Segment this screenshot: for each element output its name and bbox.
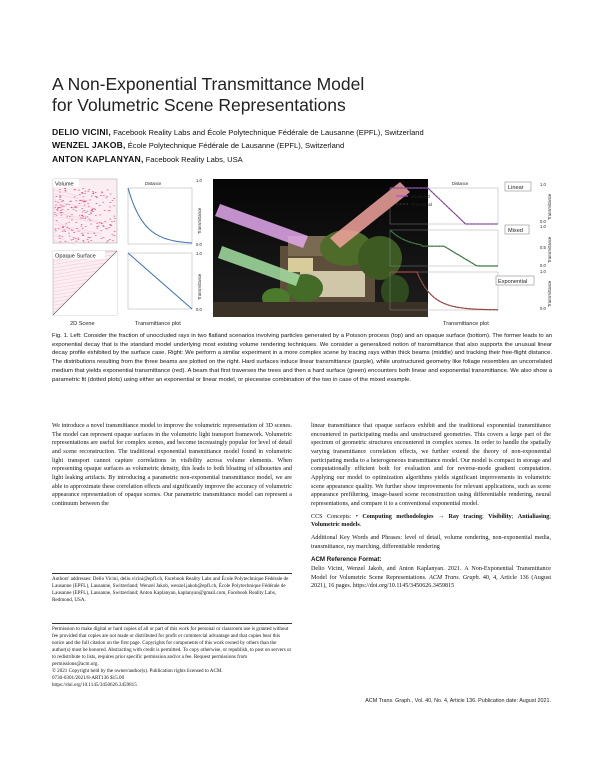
particle — [95, 215, 97, 216]
ccs-separator: ; — [482, 513, 489, 520]
particle — [105, 228, 107, 229]
transmittance-axis-label: Transmittance — [547, 236, 552, 263]
particle — [89, 214, 91, 215]
particle — [83, 242, 85, 243]
particle — [73, 237, 75, 238]
particle — [80, 200, 82, 201]
particle — [87, 203, 89, 204]
particle — [78, 239, 80, 240]
author-affiliation: Facebook Reality Labs, USA — [143, 154, 243, 164]
exp-curve — [128, 188, 192, 243]
particle — [92, 191, 94, 192]
transmittance-axis-label: Transmittance — [197, 207, 202, 234]
particle — [64, 188, 66, 189]
particle — [73, 209, 75, 210]
particle — [55, 231, 57, 232]
particle — [92, 193, 94, 194]
particle — [90, 213, 92, 214]
author-affiliation: Facebook Reality Labs and École Polytechnique Fédérale de Lausanne (EPFL), Switzerland — [110, 128, 424, 137]
particle — [65, 241, 67, 242]
tick-0: 0.0 — [196, 242, 202, 247]
particle — [83, 216, 85, 217]
tick-1: 1.0 — [540, 224, 546, 229]
particle — [75, 211, 77, 212]
particle — [109, 224, 111, 225]
transmittance-plot-label: Transmittance plot — [135, 321, 181, 327]
ccs-separator: ; — [511, 513, 518, 520]
acm-reference-journal: ACM Trans. Graph. — [429, 574, 481, 581]
particle — [104, 210, 106, 211]
particle — [74, 197, 76, 198]
title-line-2: for Volumetric Scene Representations — [52, 95, 346, 115]
particle — [103, 237, 105, 238]
particle — [93, 193, 95, 194]
particle — [54, 207, 56, 208]
particle — [55, 205, 57, 206]
particle — [110, 225, 112, 226]
particle — [75, 206, 77, 207]
particle — [99, 223, 101, 224]
particle — [54, 214, 56, 215]
particle — [57, 208, 59, 209]
particle — [102, 225, 104, 226]
particle — [102, 202, 104, 203]
particle — [88, 237, 90, 238]
caption-text: Left: Consider the fraction of unoccluded rays in two flatland scenarios involving particles generated by a Poisson process (top) and an opaque surface (bottom). The former leads to an exponential decay that is the standard model underlying most existing volume rendering techniques. We consider a generalized notion of transmittance that also supports the unusual linear decay profile exhibited by the surface case. Right: We perform a similar experiment in a more complex scene by tracing rays within thick beams (middle) and tracking their free-flight distance. The distributions resulting from the three beams are plotted on the right. Hard surfaces induce linear transmittance (purple), while unstructured geometry like foliage resembles an uncorrelated medium that yields exponential transmittance (red). A beam that first traverses the trees and then a hard surface (green) encounters both linear and exponential transmittance. We also show a parametric fit (dotted plots) using either an exponential or linear model, or piecewise combination of the two in case of the mixed example. — [52, 333, 552, 383]
teaser-figure — [50, 176, 556, 328]
distance-axis-label: Distance — [452, 181, 469, 186]
particle — [85, 193, 87, 194]
caption-label: Fig. 1. — [52, 333, 69, 339]
particle — [74, 207, 76, 208]
particle — [61, 206, 63, 207]
particle — [76, 241, 78, 242]
transmittance-axis-label: Transmittance — [547, 280, 552, 307]
particle — [56, 215, 58, 216]
particle — [79, 216, 81, 217]
volume-scene — [53, 179, 117, 246]
exponential-label: Exponential — [498, 279, 528, 285]
ccs-concept: Antialiasing — [517, 513, 550, 520]
particle — [103, 195, 105, 196]
particle — [94, 209, 96, 210]
particle — [107, 240, 109, 241]
particle — [60, 242, 62, 243]
mixed-label: Mixed — [508, 228, 523, 234]
copyright-line: © 2021 Copyright held by the owner/author(s). Publication rights licensed to ACM. — [52, 668, 223, 675]
particle — [112, 200, 114, 201]
particle — [95, 192, 97, 193]
particle — [82, 240, 84, 241]
tick-1: 1.0 — [196, 251, 202, 256]
particle — [101, 230, 103, 231]
author-addresses: Authors' addresses: Delio Vicini, delio.vicini@epfl.ch, Facebook Reality Labs and École Polytechnique Fédérale de Lausanne (EPFL), Lausanne, Switzerland; Wenzel Jakob, wenzel.jakob@epfl.ch, École Polytechnique Fédérale de Lausanne (EPFL), Lausanne, Switzerland; Anton Kaplanyan, kaplanyan@gmail.com, Facebook Reality Labs, Redmond, USA. — [52, 576, 289, 604]
particle — [100, 223, 102, 224]
particle — [96, 197, 98, 198]
particle — [95, 196, 97, 197]
particle — [83, 201, 85, 202]
distance-axis-label: Distance — [145, 181, 162, 186]
particle — [84, 205, 86, 206]
tick-1: 1.0 — [540, 182, 546, 187]
linear-label: Linear — [508, 185, 524, 191]
particle — [107, 229, 109, 230]
particle — [65, 191, 67, 192]
particle — [87, 239, 89, 240]
transmittance-plot-label: Transmittance plot — [443, 321, 489, 327]
particle — [110, 194, 112, 195]
particle — [91, 209, 93, 210]
particle — [71, 229, 73, 230]
particle — [90, 224, 92, 225]
particle — [85, 217, 87, 218]
particle — [73, 239, 75, 240]
permission-text: Permission to make digital or hard copies of all or part of this work for personal or classroom use is granted without fee provided that copies are not made or distributed for profit or commercial advantage and that copies bear this notice and the full citation on the first page. Copyrights for components of this work owned by others than the author(s) must be honored. Abstracting with credit is permitted. To copy otherwise, or republish, to post on servers or to redistribute to lists, requires prior specific permission and/or a fee. Request permissions from permissions@acm.org. — [52, 626, 292, 668]
particle — [79, 194, 81, 195]
particle — [105, 221, 107, 222]
author-line — [52, 139, 552, 152]
footnote-rule — [52, 623, 292, 624]
particle — [90, 212, 92, 213]
particle — [69, 201, 71, 202]
particle — [66, 204, 68, 205]
author-affiliation: École Polytechnique Fédérale de Lausanne (EPFL), Switzerland — [125, 141, 345, 151]
particle — [103, 226, 105, 227]
particle — [109, 239, 111, 240]
particle — [112, 235, 114, 236]
particle — [85, 191, 87, 192]
ccs-separator: ; — [549, 513, 551, 520]
particle — [79, 203, 81, 204]
particle — [81, 226, 83, 227]
particle — [85, 226, 87, 227]
author-list — [52, 126, 552, 166]
volume-label: Volume — [55, 181, 74, 188]
particle — [59, 189, 61, 190]
particle — [65, 231, 67, 232]
particle — [81, 192, 83, 193]
particle — [68, 222, 70, 223]
particle — [114, 216, 116, 217]
abstract-continuation: linear transmittance that opaque surfaces exhibit and the traditional exponential transmittance encountered in participating media and unstructured geometries. This covers a large part of the spectrum of geometric structures encountered in complex scenes. In order to handle the spatially varying transmittance correlation effects, we further extend the theory of non-exponential participating media to a heterogeneous transmittance model. Our model is compact in storage and computationally efficient both for evaluation and for reverse-mode gradient computation. Applying our model to optimization algorithms yields significant improvements in volumetric scene appearance quality. We further show improvements for relevant applications, such as scene appearance prefiltering, image-based scene reconstruction using differentiable rendering, neural representations, and compare it to a conventional exponential model. — [311, 423, 551, 507]
particle — [88, 191, 90, 192]
particle — [88, 189, 90, 190]
particle — [59, 196, 61, 197]
particle — [106, 242, 108, 243]
acm-reference-text: 40, 4, Article 136 (August 2021), 16 pages. https://doi.org/10.1145/3450626.3459815 — [311, 574, 552, 590]
particle — [77, 238, 79, 239]
particle — [81, 215, 83, 216]
particle — [75, 222, 77, 223]
particle — [66, 217, 68, 218]
ccs-end: . — [359, 522, 362, 529]
author-name: WENZEL JAKOB, — [52, 140, 126, 151]
particle — [113, 206, 115, 207]
particle — [108, 210, 110, 211]
particle — [59, 197, 61, 198]
particle — [81, 224, 83, 225]
ccs-concept: Computing methodologies → Ray tracing — [362, 513, 483, 520]
particle — [91, 240, 93, 241]
particle — [96, 226, 98, 227]
paper-title — [52, 74, 472, 116]
abstract-left — [52, 422, 292, 509]
particle — [56, 209, 58, 210]
tick-0: 0.0 — [540, 263, 546, 268]
permission-notice — [52, 626, 292, 689]
particle — [62, 237, 64, 238]
tick-05: 0.5 — [540, 245, 546, 250]
particle — [114, 221, 116, 222]
particle — [62, 226, 64, 227]
tick-0: 0.0 — [540, 219, 546, 224]
particle — [75, 190, 77, 191]
particle — [101, 238, 103, 239]
particle — [106, 198, 108, 199]
keywords: Additional Key Words and Phrases: level of detail, volume rendering, non-exponential media, transmittance, ray marching, differentiable rendering — [311, 534, 551, 550]
particle — [76, 207, 78, 208]
particle — [93, 233, 95, 234]
particle — [78, 190, 80, 191]
particle — [84, 210, 86, 211]
particle — [91, 196, 93, 197]
particle — [65, 190, 67, 191]
scene-2d-label: 2D Scene — [70, 321, 95, 327]
particle — [71, 240, 73, 241]
linear-curve — [128, 253, 192, 309]
particle — [67, 227, 69, 228]
particle — [62, 227, 64, 228]
particle — [82, 201, 84, 202]
acm-reference-heading: ACM Reference Format: — [311, 556, 382, 564]
particle — [62, 231, 64, 232]
ccs-concepts — [311, 513, 551, 530]
particle — [73, 232, 75, 233]
particle — [109, 227, 111, 228]
particle — [101, 192, 103, 193]
particle — [106, 196, 108, 197]
particle — [83, 197, 85, 198]
acm-reference-text: Delio Vicini, Wenzel Jakob, and Anton Kaplanyan. 2021. A Non-Exponential Transmittance Model for Volumetric Scene Representations. — [311, 565, 551, 581]
particle — [102, 193, 104, 194]
particle — [87, 217, 89, 218]
particle — [83, 235, 85, 236]
particle — [100, 195, 102, 196]
abstract-paragraph: We introduce a novel transmittance model to improve the volumetric representation of 3D scenes. The model can represent opaque surfaces in the volumetric light transport framework. Volumetric representations are useful for complex scenes, and become increasingly popular for level of detail and scene reconstruction. The traditional exponential transmittance model found in volumetric light transport cannot capture correlations in visibility across volume elements. When representing opaque surfaces as volumetric density, this leads to both bloating of silhouettes and light leaking artifacts. By introducing a parametric non-exponential transmittance model, we are able to approximate these correlation effects and significantly improve the accuracy of volumetric appearance representation of opaque scenes. Our parametric transmittance model can represent a continuum between the — [52, 423, 292, 507]
ccs-prefix: CCS Concepts: • — [311, 513, 363, 520]
particle — [55, 229, 57, 230]
issn-line: 0730-0301/2021/8-ART136 $15.00 — [52, 675, 125, 682]
particle — [59, 199, 61, 200]
opaque-label: Opaque Surface — [55, 253, 96, 260]
tick-0: 0.0 — [196, 307, 202, 312]
particle — [61, 215, 63, 216]
particle — [75, 238, 77, 239]
particle — [83, 202, 85, 203]
tick-1: 1.0 — [196, 178, 202, 183]
particle — [114, 231, 116, 232]
particle — [92, 211, 94, 212]
particle — [96, 223, 98, 224]
particle — [67, 209, 69, 210]
particle — [61, 201, 63, 202]
ccs-concept: Volumetric models — [311, 522, 360, 529]
particle — [109, 207, 111, 208]
particle — [56, 220, 58, 221]
particle — [59, 236, 61, 237]
exp-plot — [128, 178, 202, 247]
particle — [64, 230, 66, 231]
particle — [110, 202, 112, 203]
particle — [68, 228, 70, 229]
figure-caption — [52, 332, 552, 384]
particle — [85, 212, 87, 213]
page-footer: ACM Trans. Graph., Vol. 40, No. 4, Article 136. Publication date: August 2021. — [365, 698, 551, 704]
scene-render — [213, 179, 428, 317]
particle — [82, 188, 84, 189]
author-line — [52, 126, 552, 139]
particle — [114, 235, 116, 236]
tick-1: 1.0 — [540, 269, 546, 274]
particle — [82, 228, 84, 229]
particle — [63, 206, 65, 207]
particle — [88, 242, 90, 243]
particle — [71, 207, 73, 208]
author-name: ANTON KAPLANYAN, — [52, 153, 144, 164]
transmittance-axis-label: Transmittance — [197, 273, 202, 300]
particle — [69, 236, 71, 237]
particle — [65, 224, 67, 225]
lin-plot — [128, 251, 202, 312]
author-line — [52, 153, 552, 166]
doi-link[interactable]: https://doi.org/10.1145/3450626.3459815 — [52, 682, 137, 689]
transmittance-axis-label: Transmittance — [547, 193, 552, 220]
author-name: DELIO VICINI, — [52, 127, 111, 137]
abstract-right — [311, 422, 551, 591]
theoretical-legend: Theoretical — [411, 202, 432, 207]
title-line-1: A Non-Exponential Transmittance Model — [52, 74, 365, 94]
particle — [89, 237, 91, 238]
tick-0: 0.0 — [540, 306, 546, 311]
particle — [97, 228, 99, 229]
particle — [111, 221, 113, 222]
particle — [81, 208, 83, 209]
particle — [99, 205, 101, 206]
footnote-rule — [52, 573, 292, 574]
particle — [60, 210, 62, 211]
particle — [59, 192, 61, 193]
particle — [68, 233, 70, 234]
measured-legend: Measured — [411, 194, 430, 199]
particle — [98, 226, 100, 227]
particle — [96, 203, 98, 204]
ccs-concept: Visibility — [488, 513, 512, 520]
particle — [99, 215, 101, 216]
particle — [89, 200, 91, 201]
particle — [114, 218, 116, 219]
particle — [109, 219, 111, 220]
particle — [75, 201, 77, 202]
particle — [101, 223, 103, 224]
particle — [90, 220, 92, 221]
particle — [107, 190, 109, 191]
particle — [85, 201, 87, 202]
particle — [81, 193, 83, 194]
particle — [56, 196, 58, 197]
particle — [112, 240, 114, 241]
opaque-scene — [53, 251, 117, 315]
particle — [60, 205, 62, 206]
particle — [92, 209, 94, 210]
particle — [62, 200, 64, 201]
particle — [81, 233, 83, 234]
particle — [71, 220, 73, 221]
particle — [88, 206, 90, 207]
particle — [95, 235, 97, 236]
particle — [87, 211, 89, 212]
acm-reference — [311, 565, 551, 591]
particle — [60, 207, 62, 208]
particle — [113, 198, 115, 199]
particle — [82, 212, 84, 213]
